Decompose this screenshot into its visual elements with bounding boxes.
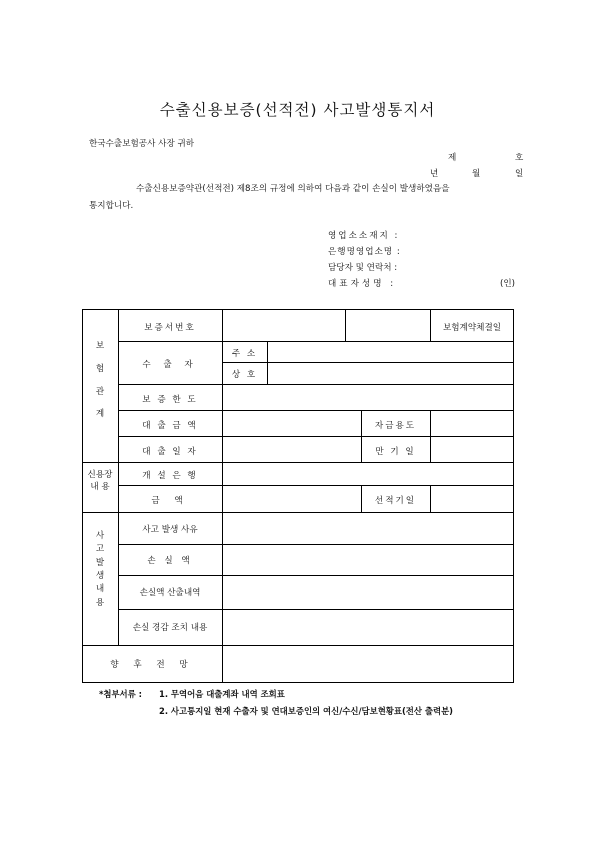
doc-number-prefix: 제: [448, 153, 457, 163]
accident-reason-label: 사고 발생 사유: [142, 525, 198, 535]
loan-date-label: 대 출 일 자: [142, 447, 198, 457]
contract-date-label: 보험계약체결일: [442, 323, 502, 333]
guarantee-no-label: 보증서번호: [144, 323, 196, 333]
attachments-label: *첨부서류 :: [99, 689, 143, 699]
addressee: 한국수출보험공사 사장 귀하: [89, 139, 195, 149]
exporter-label: 수 출 자: [142, 360, 198, 370]
group-accident-text: 사고발생내용: [95, 531, 105, 608]
body-text-line2: 통지합니다.: [89, 201, 134, 211]
address-label: 주 소: [231, 349, 258, 359]
loss-amount-label: 손 실 액: [147, 556, 193, 566]
maturity-label: 만 기 일: [375, 447, 416, 457]
representative-label: 대표자성명 :: [328, 279, 397, 289]
fund-use-label: 자금용도: [374, 421, 417, 431]
attachment-item-1: 1. 무역어음 대출계좌 내역 조회표: [159, 689, 285, 699]
group-accident-label: [82, 530, 118, 610]
group-insurance-text: 보험관계: [95, 341, 105, 420]
body-text-line1: 수출신용보증약관(선적전) 제8조의 규정에 의하여 다음과 같이 손실이 발생하였음을: [136, 184, 450, 194]
group-credit-label: [82, 469, 118, 493]
bank-branch-label: 은행명영업소명 :: [328, 247, 401, 257]
office-address-label: 영업소소재지 :: [328, 231, 400, 241]
doc-number-suffix: 호: [515, 153, 524, 163]
amount-label: 금 액: [151, 496, 189, 506]
group-credit-text: 신용장 내 용: [87, 470, 113, 493]
outlook-label: 향 후 전 망: [110, 660, 194, 670]
group-insurance-label: [82, 335, 118, 426]
loss-measures-label: 손실 경감 조치 내용: [132, 623, 208, 633]
shipping-date-label: 선적기일: [374, 496, 417, 506]
company-label: 상 호: [231, 370, 258, 380]
date-day: 일: [515, 169, 524, 179]
attachment-item-2: 2. 사고통지일 현재 수출자 및 연대보증인의 여신/수신/담보현황표(전산 출력분): [159, 706, 453, 716]
date-month: 월: [472, 169, 481, 179]
seal-mark: (인): [500, 279, 516, 289]
loan-amount-label: 대 출 금 액: [142, 421, 198, 431]
opening-bank-label: 개 설 은 행: [142, 471, 198, 481]
date-year: 년: [430, 169, 439, 179]
guarantee-limit-label: 보 증 한 도: [142, 395, 198, 405]
contact-label: 담당자 및 연락처 :: [328, 263, 398, 273]
document-title: 수출신용보증(선적전) 사고발생통지서: [159, 101, 436, 119]
report-form: [82, 309, 514, 683]
loss-calc-label: 손실액 산출내역: [139, 588, 201, 598]
